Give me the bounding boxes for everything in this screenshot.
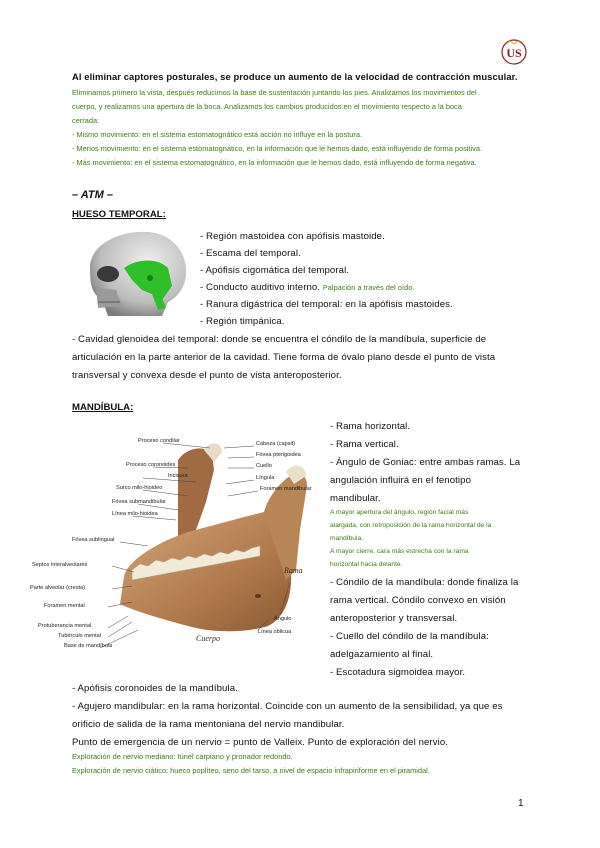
figure-label: Proceso coronoides [126,462,176,468]
figure-label-cuerpo: Cuerpo [196,634,220,643]
section-title: – ATM – [72,189,113,201]
green-bottom-line: Exploración de nervio ciático: hueco poplíteo, seno del tarso, a nivel de espacio infrapiriforme en el piramidal. [72,766,430,775]
figure-label: Línea milo-hioidea [112,511,158,517]
mandibula-item: - Rama horizontal. [330,421,411,432]
mandibula-item: - Escotadura sigmoidea mayor. [330,667,466,678]
figure-label: Fóvea pterigoidea [256,452,301,458]
bottom-line: - Apófisis coronoides de la mandíbula. [72,683,238,694]
posture-notes [72,86,532,170]
green-line: cuerpo, y realizamos una apertura de la boca. Analizamos los cambios producidos en el movimiento respecto a la boca [72,102,462,111]
figure-label: Incisura [168,473,188,479]
lead-sentence: Al eliminar captores posturales, se produce un aumento de la velocidad de contracción muscular. [72,71,518,82]
green-note: A mayor cierre, cara más estrecha con la rama [330,548,469,555]
figure-label-rama: Rama [284,566,303,575]
mandibula-item: - Cóndilo de la mandíbula: donde finaliza la [330,577,519,588]
temporal-item: - Escama del temporal. [200,248,301,259]
figure-label: Tubérculo mental [58,633,102,639]
glenoid-line: transversal y convexa desde el punto de vista anteroposterior. [72,370,342,381]
figure-label: Foramen mental [44,603,85,609]
green-line: Eliminamos primero la vista, después reducimos la base de sustentación juntando los pies. Analizamos los movimientos del [72,88,477,97]
temporal-item [200,279,414,297]
mandibula-heading: MANDÍBULA: [72,402,134,413]
temporal-item: - Ranura digástrica del temporal: en la apófisis mastoides. [200,299,453,310]
figure-label: Língula [256,475,275,481]
university-logo [500,38,528,66]
mandibula-item: anteroposterior y transversal. [330,613,458,624]
green-note: horizontal hacia delante. [330,561,403,568]
mandibula-item: angulación influirá en el fenotipo [330,475,472,486]
temporal-item: - Apófisis cigomática del temporal. [200,265,350,276]
mandibula-item: rama vertical. Cóndilo convexo en visión [330,595,506,606]
green-bottom-line: Exploración de nervio mediano: túnel carpiano y pronador redondo. [72,752,293,761]
figure-label: Ángulo [274,616,292,622]
figure-label: Proceso condilar [138,438,180,444]
figure-label: Fóvea submandibular [112,499,166,505]
figure-label: Parte alveolar (cresta) [30,585,86,591]
figure-label: Cabeza (capsit) [256,441,296,447]
green-note: alargada, con retroposición de la rama horizontal de la [330,522,492,529]
page-number: 1 [518,798,524,809]
glenoid-line: - Cavidad glenoidea del temporal: donde se encuentra el cóndilo de la mandíbula, superficie de [72,334,487,345]
bottom-line: orificio de salida de la rama mentoniana del nervio mandibular. [72,719,345,730]
figure-label: Línea oblicua [258,629,292,635]
angle-notes [330,506,540,571]
mandibula-item: - Cuello del cóndilo de la mandíbula: [330,631,489,642]
figure-label: Foramen mandibular [260,486,312,492]
green-note: mandíbula. [330,535,364,542]
figure-label: Fóvea sublingual [72,537,115,543]
green-line: - Menos movimiento: en el sistema estomatognático, en la información que le hemos dado, está influyendo de forma positiva. [72,144,482,153]
green-line: - Más movimiento: en el sistema estomatognático, en la información que le hemos dado, está influyendo de forma negativa. [72,158,477,167]
mandibula-item: adelgazamiento al final. [330,649,434,660]
temporal-item-text: - Conducto auditivo interno. [200,282,321,293]
mandibula-item: mandibular. [330,493,381,504]
figure-label: Cuello [256,463,272,469]
mandibula-item: - Rama vertical. [330,439,399,450]
bottom-line: Punto de emergencia de un nervio = punto de Valleix. Punto de exploración del nervio. [72,737,449,748]
figure-label: Surco milo-hioideo [116,485,163,491]
figure-label: Protuberancia mental [38,623,92,629]
green-line: cerrada: [72,116,100,125]
figure-label: Base de mandíbula [64,643,113,649]
palpation-note: Palpación a través del oído. [322,283,415,292]
temporal-item: - Región mastoidea con apófisis mastoide. [200,231,385,242]
glenoid-line: articulación en la parte anterior de la cavidad. Tiene forma de óvalo plano desde el punto de vista [72,352,496,363]
svg-text:US: US [506,46,522,60]
green-note: A mayor apertura del ángulo, región facial más [330,509,469,516]
figure-label: Septos interalveolares [32,562,88,568]
temporal-item: - Región timpánica. [200,316,285,327]
mandibula-item: - Ángulo de Goniac: entre ambas ramas. La [330,457,521,468]
temporal-heading: HUESO TEMPORAL: [72,209,166,220]
bottom-line: - Agujero mandibular: en la rama horizontal. Coincide con un aumento de la sensibilidad, ya que es [72,701,503,712]
mandible-figure [28,420,328,658]
skull-image [78,228,190,316]
green-line: - Mismo movimiento: en el sistema estomatognático está acción no influye en la postura. [72,130,363,139]
